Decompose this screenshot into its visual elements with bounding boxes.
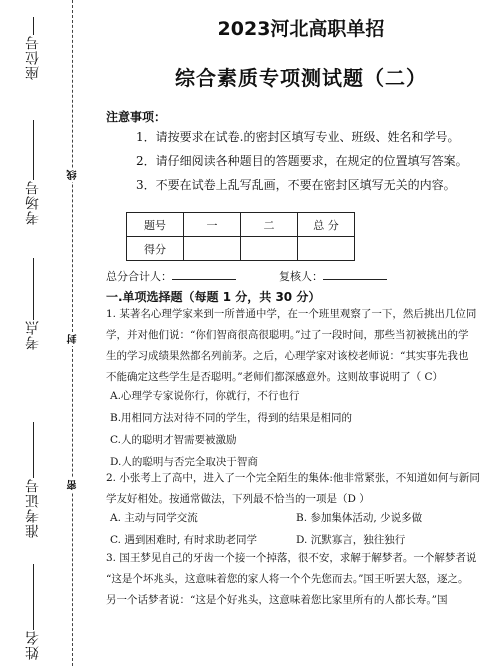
admission-number-label: 准考证号: [25, 478, 41, 538]
score-table: [126, 212, 355, 261]
question-2-option-d: D. 沉默寡言，独往独行: [296, 534, 406, 546]
seat-number-label: 座位号: [25, 35, 41, 80]
score-table-cell-total: 总 分: [298, 213, 355, 237]
seal-char-xian: 线: [68, 170, 79, 180]
reviewer-blank[interactable]: [323, 269, 387, 280]
question-3-line: 3. 国王梦见自己的牙齿一个接一个掉落，很不安，求解于解梦者。一个解梦者说: [106, 552, 477, 564]
question-2: [106, 468, 488, 510]
question-1-option-a: A.心理学专家说你行，你就行，不行也行: [110, 390, 300, 402]
notice-item-1: 1．请按要求在试卷.的密封区填写专业、班级、姓名和学号。: [136, 130, 460, 144]
question-3: [106, 548, 488, 611]
exam-site-label: 考点: [25, 320, 41, 350]
score-table-cell-label: 题号: [127, 213, 184, 237]
name-field[interactable]: [18, 560, 48, 660]
seat-number-blank[interactable]: [32, 17, 34, 35]
signers-row: [106, 268, 496, 284]
question-2-option-a: A. 主动与同学交流: [110, 512, 198, 524]
score-table-cell-part1: 一: [184, 213, 241, 237]
name-label: 姓名: [25, 630, 41, 660]
score-table-header-row: [127, 213, 355, 237]
exam-title-line1: 2023河北高职单招: [217, 18, 385, 40]
notice-item-2: 2．请仔细阅读各种题目的答题要求，在规定的位置填写答案。: [136, 154, 468, 168]
exam-room-label: 考场号: [25, 180, 41, 225]
question-1-line: 学，并对他们说：“你们智商很高很聪明。”过了一段时间，那些当初被挑出的学: [106, 329, 469, 341]
score-cell-total[interactable]: [298, 237, 355, 261]
exam-room-field[interactable]: [18, 115, 48, 225]
admission-number-blank[interactable]: [32, 422, 34, 478]
score-row-label: 得分: [127, 237, 184, 261]
question-1-option-b: B.用相同方法对待不同的学生，得到的结果是相同的: [110, 412, 353, 424]
exam-site-field[interactable]: [18, 250, 48, 350]
total-scorer-blank[interactable]: [172, 269, 236, 280]
score-table-score-row: [127, 237, 355, 261]
notice-item-3: 3．不要在试卷上乱写乱画，不要在密封区填写无关的内容。: [136, 178, 456, 192]
question-2-option-b: B. 参加集体活动, 少说多做: [296, 512, 423, 524]
name-blank[interactable]: [32, 564, 34, 630]
score-cell-part1[interactable]: [184, 237, 241, 261]
section-heading: 一.单项选择题（每题 1 分，共 30 分）: [106, 290, 321, 304]
question-3-line: “这是个坏兆头，这意味着您的家人将一个个先您而去。”国王听罢大怒，逐之。: [106, 573, 469, 585]
question-1: [106, 304, 488, 388]
admission-number-field[interactable]: [18, 418, 48, 538]
question-2-option-c: C. 遇到困难时, 有时求助老同学: [110, 534, 258, 546]
score-table-cell-part2: 二: [241, 213, 298, 237]
reviewer-label: 复核人：: [279, 270, 323, 283]
binding-strip: [0, 0, 96, 666]
question-2-line: 学友好相处。按通常做法，下列最不恰当的一项是（D ）: [106, 493, 370, 505]
seal-char-mi: 密: [68, 480, 79, 490]
question-1-option-c: C.人的聪明才智需要被激励: [110, 434, 237, 446]
exam-site-blank[interactable]: [32, 258, 34, 320]
question-1-line: 生的学习成绩果然都名列前茅。之后，心理学家对该校老师说：“其实事先我也: [106, 350, 469, 362]
question-2-line: 2. 小张考上了高中，进入了一个完全陌生的集体:他非常紧张，不知道如何与新同: [106, 472, 480, 484]
exam-room-blank[interactable]: [32, 120, 34, 180]
seal-char-feng: 封: [68, 334, 79, 344]
question-1-option-d: D.人的聪明与否完全取决于智商: [110, 456, 258, 468]
question-3-line: 另一个话梦者说：“这是个好兆头，这意味着您比家里所有的人都长寿。”国: [106, 594, 448, 606]
exam-title-line2: 综合素质专项测试题（二）: [175, 66, 427, 90]
total-scorer-label: 总分合计人：: [106, 270, 172, 283]
notice-heading: 注意事项：: [106, 110, 167, 124]
seat-number-field[interactable]: [18, 14, 48, 80]
score-cell-part2[interactable]: [241, 237, 298, 261]
question-1-line: 不能确定这些学生是否聪明。”老师们都深感意外。这则故事说明了（ C）: [106, 371, 443, 383]
question-1-line: 1. 某著名心理学家来到一所普通中学，在一个班里观察了一下，然后挑出几位同: [106, 308, 477, 320]
